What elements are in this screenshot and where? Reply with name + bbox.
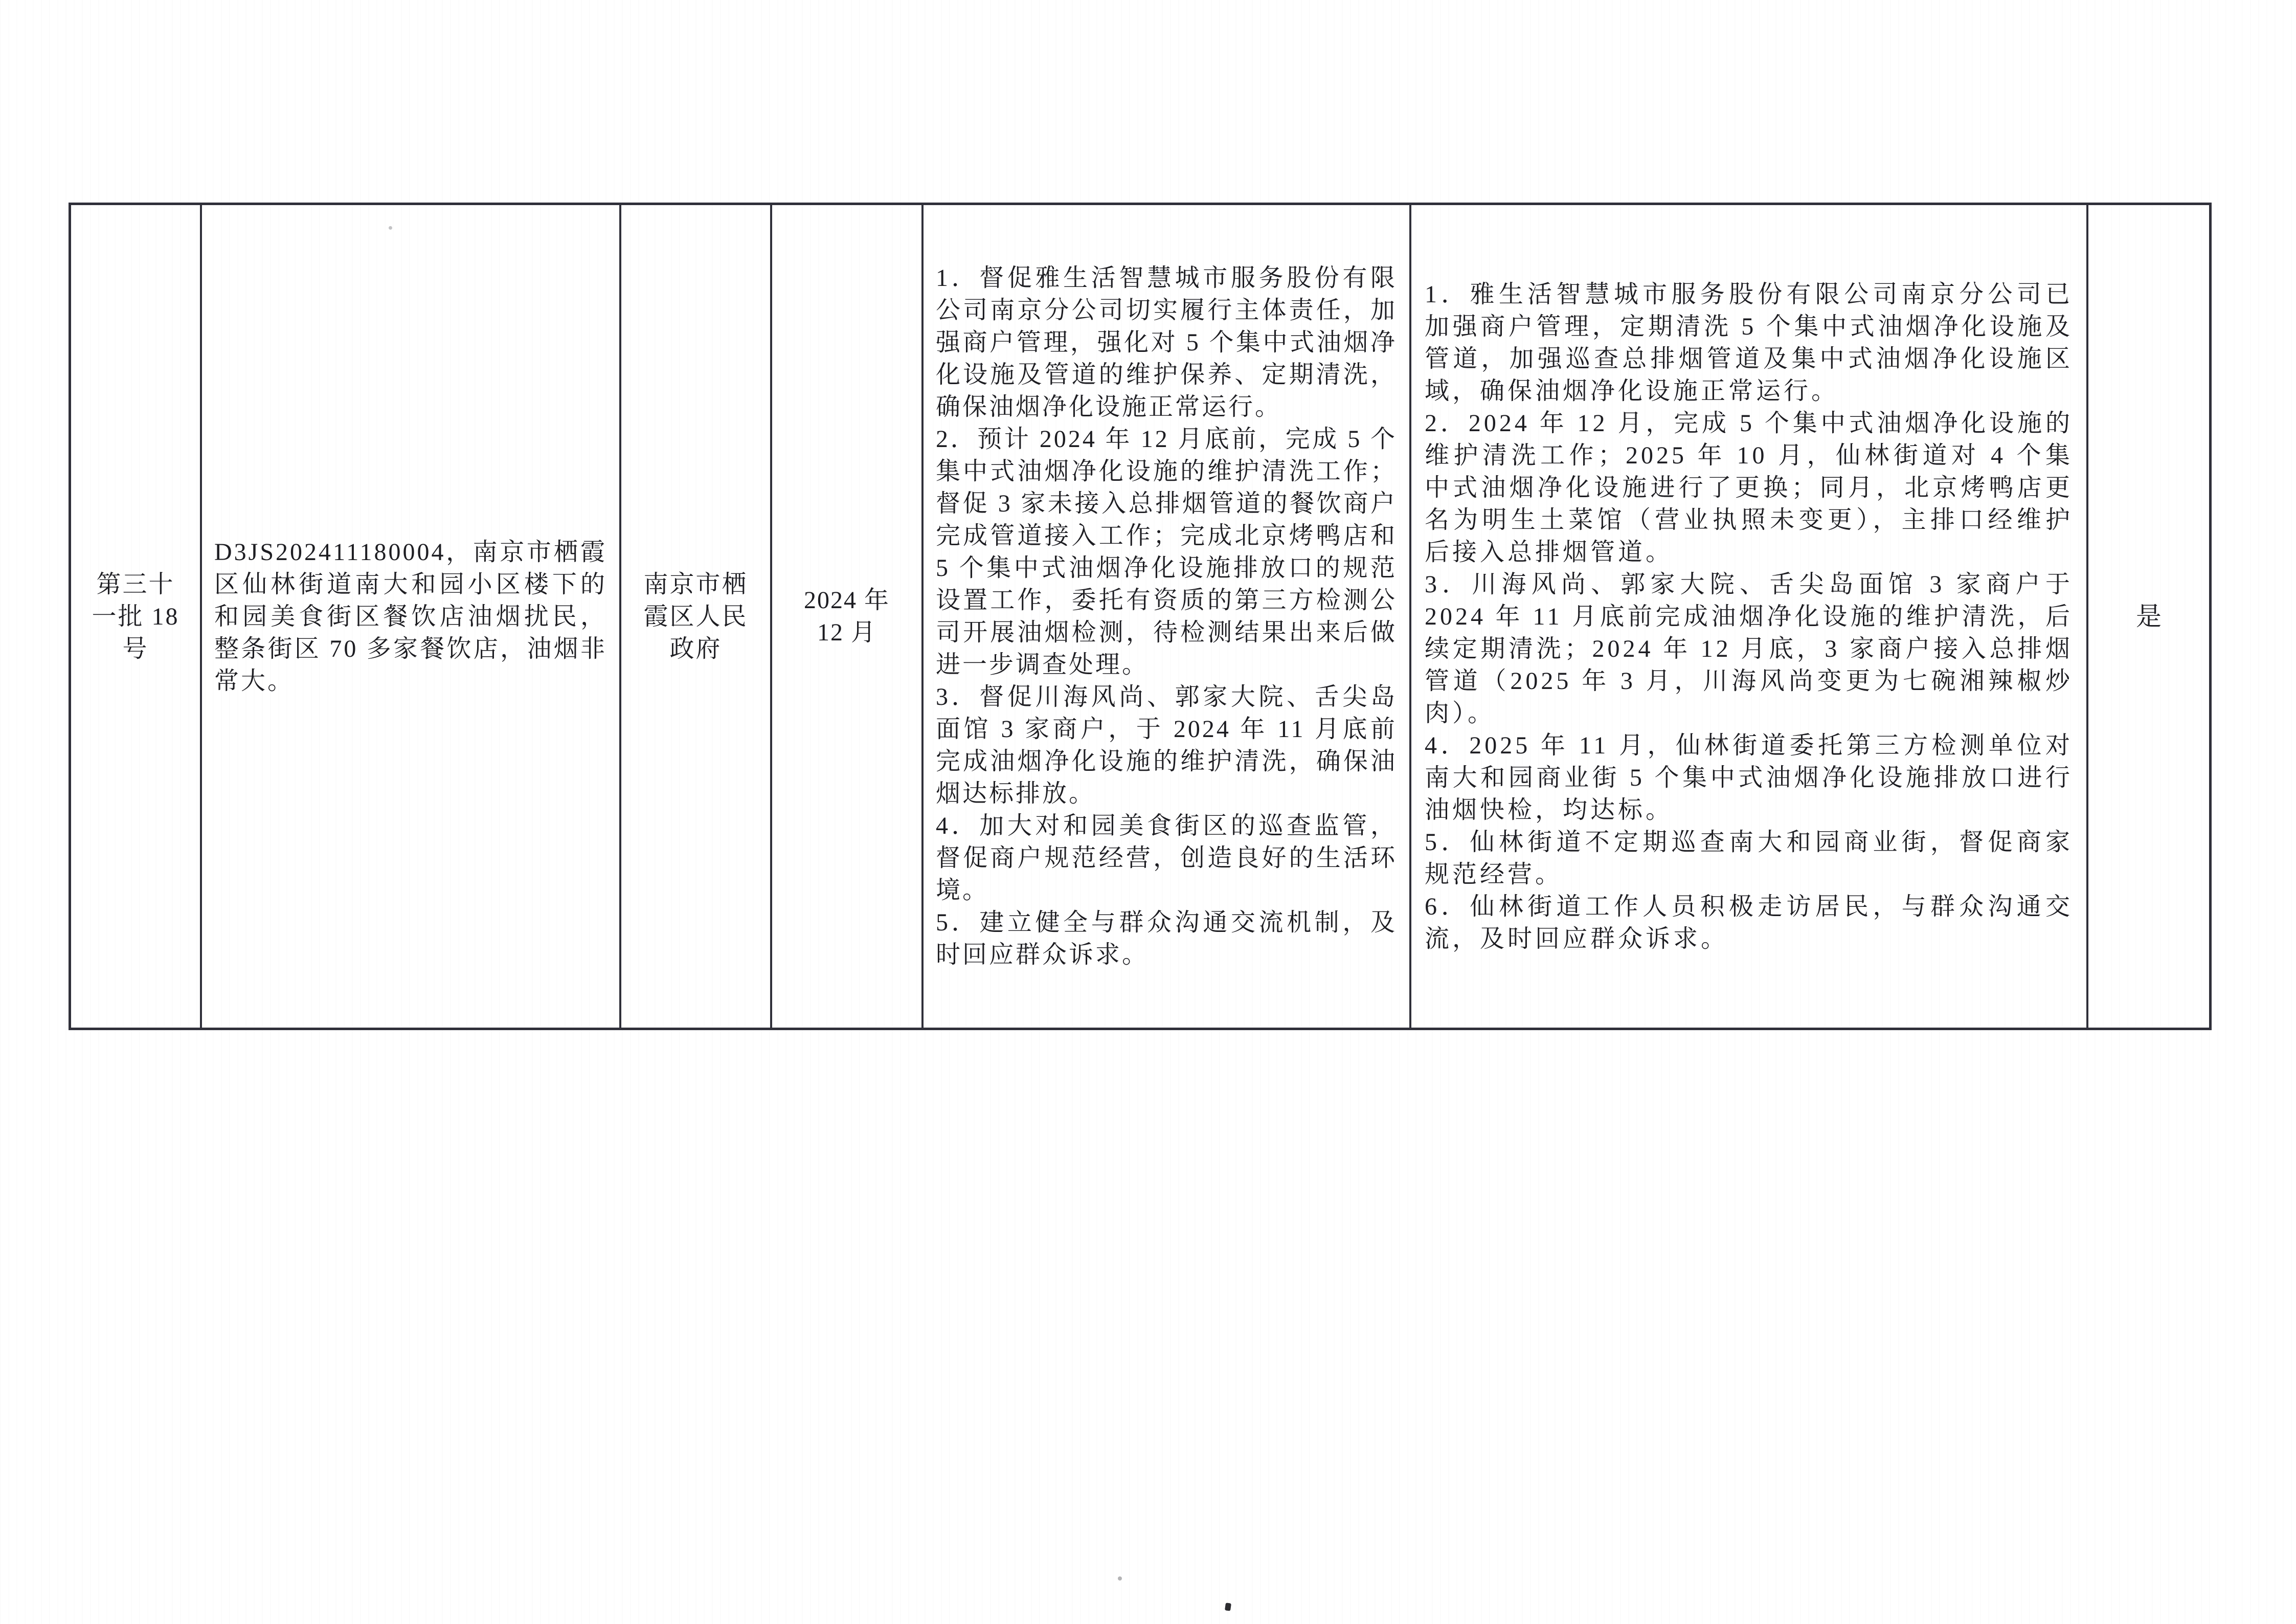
date-line: 2024 年 (803, 587, 890, 614)
batch-number-line: 一批 18 (92, 603, 179, 630)
complaint-text: D3JS202411180004，南京市栖霞区仙林街道南大和园小区楼下的和园美食街区餐饮店油烟扰民，整条街区 70 多家餐饮店，油烟非常大。 (214, 538, 607, 695)
scan-speck (1225, 1603, 1231, 1611)
result-item: 2．2024 年 12 月，完成 5 个集中式油烟净化设施的维护清洗工作；2025 年 10 月，仙林街道对 4 个集中式油烟净化设施进行了更换；同月，北京烤鸭店更名为明生土菜馆（营业执照未变更），主排口经维护后接入总排烟管道。 (1425, 409, 2073, 566)
scan-speck (1118, 1576, 1122, 1581)
result-item: 5．仙林街道不定期巡查南大和园商业街，督促商家规范经营。 (1425, 828, 2073, 888)
measure-item: 2．预计 2024 年 12 月底前，完成 5 个集中式油烟净化设施的维护清洗工作；督促 3 家未接入总排烟管道的餐饮商户完成管道接入工作；完成北京烤鸭店和 5 个集中式油烟净化设施排放口的规范设置工作，委托有资质的第三方检测公司开展油烟检测，待检测结果出来后做进一步调查处理。 (936, 426, 1397, 678)
authority-line: 南京市栖 (643, 570, 748, 598)
authority-line: 霞区人民 (643, 603, 748, 630)
cell-verified-flag (2088, 205, 2209, 1028)
batch-number-line: 号 (122, 635, 149, 662)
cell-responsible-authority (621, 205, 772, 1028)
scan-speck (389, 226, 392, 230)
date-line: 12 月 (817, 619, 876, 646)
measure-item: 1．督促雅生活智慧城市服务股份有限公司南京分公司切实履行主体责任，加强商户管理，强化对 5 个集中式油烟净化设施及管道的维护保养、定期清洗，确保油烟净化设施正常运行。 (936, 264, 1397, 420)
cell-rectification-measures (924, 205, 1411, 1028)
cell-complaint-description (202, 205, 621, 1028)
cell-rectification-results (1411, 205, 2088, 1028)
result-item: 3．川海风尚、郭家大院、舌尖岛面馆 3 家商户于 2024 年 11 月底前完成油烟净化设施的维护清洗，后续定期清洗；2024 年 12 月底，3 家商户接入总排烟管道（2025 年 3 月，川海风尚变更为七碗湘辣椒炒肉）。 (1425, 570, 2073, 727)
batch-number-line: 第三十 (96, 570, 175, 598)
verified-value: 是 (2136, 602, 2162, 631)
result-item: 6．仙林街道工作人员积极走访居民，与群众沟通交流，及时回应群众诉求。 (1425, 893, 2073, 952)
result-item: 1．雅生活智慧城市服务股份有限公司南京分公司已加强商户管理，定期清洗 5 个集中式油烟净化设施及管道，加强巡查总排烟管道及集中式油烟净化设施区域，确保油烟净化设施正常运行。 (1425, 280, 2073, 405)
measure-item: 4．加大对和园美食街区的巡查监管，督促商户规范经营，创造良好的生活环境。 (936, 812, 1397, 904)
authority-line: 政府 (669, 635, 722, 662)
cell-batch-number (71, 205, 202, 1028)
complaint-record-table (69, 203, 2212, 1030)
measure-item: 5．建立健全与群众沟通交流机制，及时回应群众诉求。 (936, 909, 1397, 968)
result-item: 4．2025 年 11 月，仙林街道委托第三方检测单位对南大和园商业街 5 个集中式油烟净化设施排放口进行油烟快检，均达标。 (1425, 731, 2073, 824)
cell-deadline-date (772, 205, 924, 1028)
measure-item: 3．督促川海风尚、郭家大院、舌尖岛面馆 3 家商户，于 2024 年 11 月底前完成油烟净化设施的维护清洗，确保油烟达标排放。 (936, 683, 1397, 807)
